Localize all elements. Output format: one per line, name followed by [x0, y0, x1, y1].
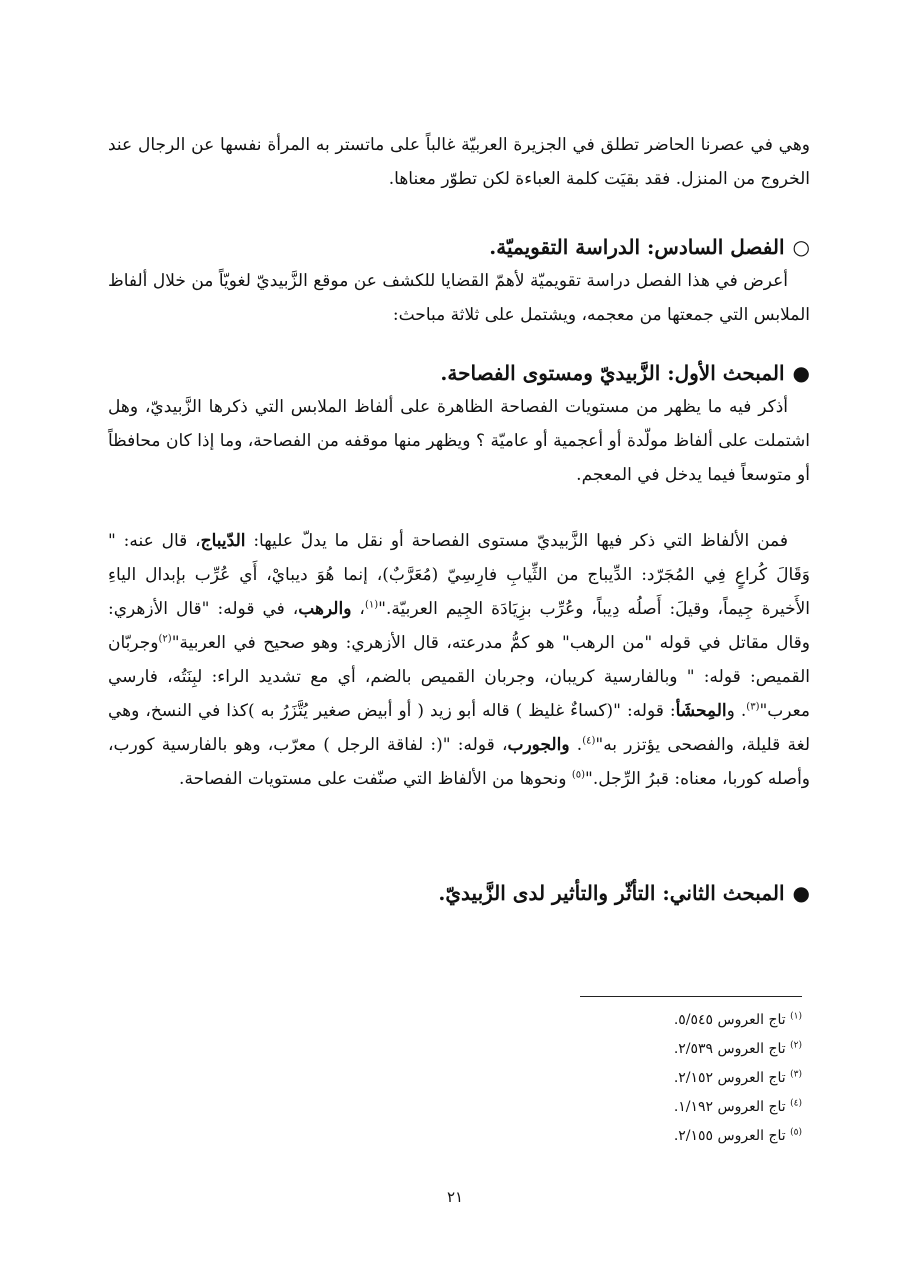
page-number: ٢١: [446, 1188, 464, 1206]
chapter-block: [108, 230, 810, 332]
chapter-title: الفصل السادس: الدراسة التقويميّة.: [489, 235, 785, 259]
section2-block: [108, 876, 810, 910]
footnote-text: تاج العروس ١/١٩٢.: [673, 1099, 786, 1115]
examples-text-7: : قوله: "(كساءٌ غليظ ) قاله أبو زيد ( أو أبيض صغير يُتَّزَرُ به )كذا في النسخ، وهي لغة قليلة، والفصحى يؤتزر به": [108, 701, 810, 755]
bullet-dot-icon: ●: [792, 361, 810, 385]
term-jawrab: والجورب: [507, 735, 570, 755]
chapter-heading: [108, 230, 810, 264]
examples-block: [108, 524, 810, 796]
examples-text-4: ، في قوله: "قال الأزهري: وقال مقاتل في قوله "من الرهب" هو كمُّ مدرعته، قال الأزهري: وهو صحيح في العربية": [108, 599, 810, 653]
footnote-ref-5: (٥): [571, 769, 586, 781]
section1-title: المبحث الأول: الزَّبيديّ ومستوى الفصاحة.: [440, 361, 785, 385]
examples-paragraph: [108, 524, 810, 796]
examples-text-5: وجربّان القميص: قوله: " وبالفارسية كريبان، وجربان القميص بالضم، أي مع تشديد الراء: لبِنَتُه، فارسي معرب": [108, 633, 810, 721]
footnote-item: [402, 1093, 802, 1122]
footnote-marker: (٣): [790, 1069, 802, 1080]
section1-block: [108, 356, 810, 492]
term-rahab: والرهب: [298, 599, 352, 619]
bullet-dot-icon: ●: [792, 881, 810, 905]
chapter-paragraph: أعرض في هذا الفصل دراسة تقويميّة لأهمّ القضايا للكشف عن موقع الزَّبيديّ لغويّاً من خلال ألفاظ الملابس التي جمعتها من معجمه، ويشتمل على ثلاثة مباحث:: [108, 271, 810, 325]
footnote-text: تاج العروس ٢/١٥٢.: [673, 1070, 786, 1086]
footnote-ref-3: (٣): [746, 701, 760, 713]
intro-paragraph: وهي في عصرنا الحاضر تطلق في الجزيرة العربيّة غالباً على ماتستر به المرأة نفسها عن الرجال عند الخروج من المنزل. فقد بقيَت كلمة العباءة لكن تطوّر معناها.: [108, 135, 810, 189]
examples-text-9: ، قوله: "(: لفاقة الرجل ) معرّب، وهو بالفارسية كورب، وأصله كوربا، معناه: قبرُ الرِّجل.": [108, 735, 810, 789]
term-mihsha: المِحشَأ: [675, 701, 727, 721]
examples-text-8: .: [569, 735, 583, 755]
footnote-ref-2: (٢): [158, 633, 172, 645]
section1-heading: [108, 356, 810, 390]
examples-text-6: . و: [726, 701, 747, 721]
footnote-marker: (٥): [790, 1127, 802, 1138]
examples-text-10: ونحوها من الألفاظ التي صنّفت على مستويات الفصاحة.: [179, 769, 572, 789]
footnote-marker: (١): [790, 1011, 802, 1022]
intro-block: [108, 128, 810, 196]
examples-text-3: ،: [351, 599, 365, 619]
examples-text-2: ، قال عنه: " وَقَالَ كُراعٍ فِي المُجَرّد: الدِّيباج من الثِّيابِ فارِسِيّ (مُعَرَّبٌ)، إنما هُوَ ديبايْ، أَي عُرِّب بإبدال الياءِ الأَخيرة جِيماً، وقيلَ: أَصلُه دِيباً، وعُرِّب بزِيَادَة الجِيم العربيّة.": [108, 531, 811, 619]
footnote-item: [402, 1006, 802, 1035]
examples-text-1: فمن الألفاظ التي ذكر فيها الزَّبيديّ مستوى الفصاحة أو نقل ما يدلّ عليها:: [245, 531, 788, 551]
circle-bullet-icon: ○: [792, 235, 810, 259]
footnote-text: تاج العروس ٢/٥٣٩.: [673, 1041, 786, 1057]
footnote-ref-4: (٤): [582, 735, 596, 747]
footnote-marker: (٢): [790, 1040, 802, 1051]
footnote-item: [402, 1064, 802, 1093]
section2-title: المبحث الثاني: التأثّر والتأثير لدى الزَّبيديّ.: [438, 881, 785, 905]
footnote-text: تاج العروس ٢/١٥٥.: [673, 1128, 786, 1144]
footnote-item: [402, 1035, 802, 1064]
footnote-ref-1: (١): [364, 599, 379, 611]
section1-paragraph: أذكر فيه ما يظهر من مستويات الفصاحة الظاهرة على ألفاظ الملابس التي ذكرها الزَّبيديّ، وهل اشتملت على ألفاظ مولّدة أو أعجمية أو عاميّة ؟ ويظهر منها موقفه من الفصاحة، وما إذا كان محافظاً أو متوسعاً فيما يدخل في المعجم.: [108, 397, 810, 485]
section2-heading: [108, 876, 810, 910]
footnote-item: [402, 1122, 802, 1151]
footnote-marker: (٤): [790, 1098, 802, 1109]
footnote-separator: [580, 996, 802, 997]
term-dibaj: الدّيباج: [200, 531, 246, 551]
footnote-text: تاج العروس ٥/٥٤٥.: [673, 1012, 786, 1028]
footnotes-list: [402, 1006, 802, 1151]
